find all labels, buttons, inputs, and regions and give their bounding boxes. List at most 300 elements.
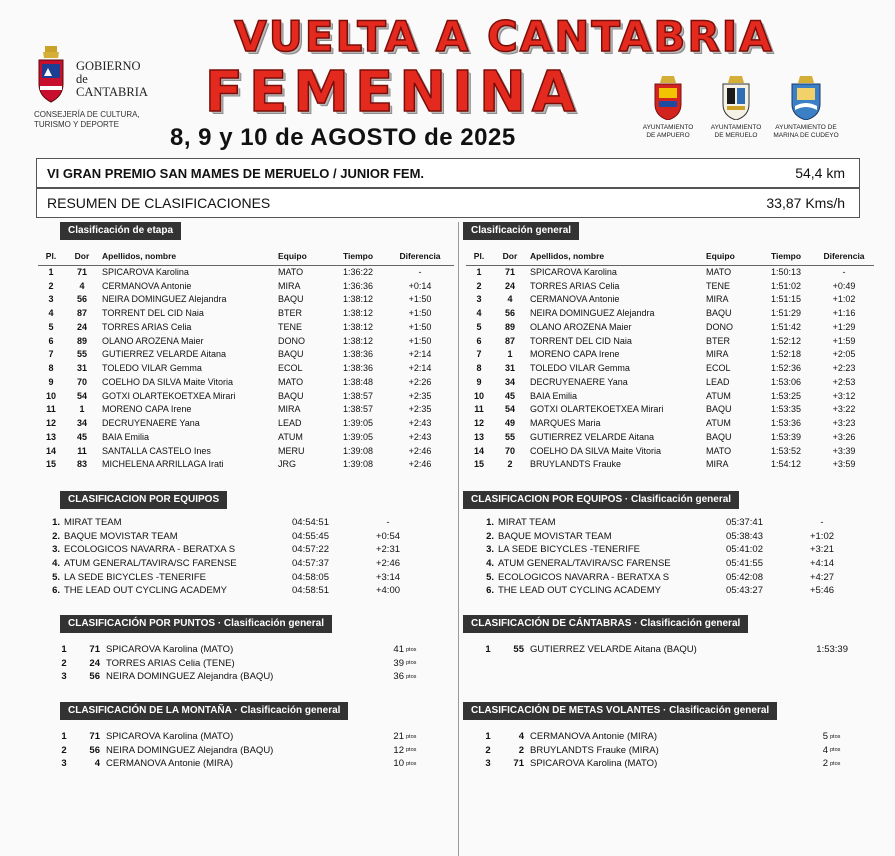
consejeria-name — [34, 110, 140, 130]
place: 1 — [476, 267, 482, 278]
gov-name-line: de — [76, 72, 88, 86]
time-gap: +2:05 — [832, 349, 856, 360]
time: 1:38:57 — [342, 404, 374, 415]
col-time-header: Tiempo — [330, 247, 386, 265]
col-pl-header: Pl. — [38, 247, 64, 265]
place: 2 — [476, 280, 482, 291]
place: 13 — [473, 431, 484, 442]
time-gap: +2:35 — [408, 390, 432, 401]
rider-name: MORENO CAPA Irene — [102, 404, 192, 415]
time: 1:51:42 — [770, 321, 802, 332]
team-code: ECOL — [706, 363, 731, 374]
gov-sub-line: TURISMO Y DEPORTE — [34, 120, 119, 129]
team-name: ATUM GENERAL/TAVIRA/SC FARENSE — [64, 558, 237, 570]
place: 2 — [61, 657, 67, 669]
table-row — [466, 334, 874, 348]
dorsal: 71 — [89, 731, 100, 743]
team-code: MIRA — [278, 280, 301, 291]
place: 3 — [61, 758, 67, 770]
time-gap: +1:50 — [408, 335, 432, 346]
team-name: BAQUE MOVISTAR TEAM — [498, 530, 612, 542]
time: 1:36:36 — [342, 280, 374, 291]
rider-name: OLANO AROZENA Maier — [530, 321, 632, 332]
dorsal: 4 — [518, 731, 524, 743]
table-row — [38, 293, 454, 307]
table-row — [38, 306, 454, 320]
team-gap: +4:27 — [809, 571, 835, 583]
table-row — [466, 348, 874, 362]
mountain-list — [50, 730, 416, 771]
table-row — [38, 444, 454, 458]
rider-name: DECRUYENAERE Yana — [102, 418, 200, 429]
cantabras-heading: CLASIFICACIÓN DE CÁNTABRAS · Clasificación general — [463, 615, 748, 633]
ayuntamiento-ampuero — [632, 76, 704, 140]
rider-name: MARQUES Maria — [530, 418, 601, 429]
dorsal: 2 — [507, 459, 513, 470]
dorsal: 2 — [518, 744, 524, 756]
points-unit: ptos — [406, 760, 417, 767]
place: 12 — [473, 418, 484, 429]
place: 7 — [48, 349, 54, 360]
time: 1:51:02 — [770, 280, 802, 291]
time: 1:52:18 — [770, 349, 802, 360]
team-place: 2. — [52, 530, 60, 542]
table-row — [466, 458, 874, 472]
list-item — [50, 730, 416, 744]
place: 2 — [61, 744, 67, 756]
team-row — [482, 530, 852, 544]
dorsal: 71 — [76, 267, 87, 278]
team-time: 04:54:51 — [292, 517, 329, 529]
place: 2 — [485, 744, 491, 756]
dorsal: 31 — [504, 363, 515, 374]
col-name-header: Apellidos, nombre — [100, 247, 276, 265]
table-header-row — [38, 247, 454, 265]
place: 11 — [46, 404, 56, 415]
meruelo-crest-icon — [720, 76, 752, 120]
table-row — [38, 458, 454, 472]
value: 21 — [393, 731, 404, 743]
team-name: ECOLOGICOS NAVARRA - BERATXA S — [498, 571, 670, 583]
time-gap: +3:23 — [832, 418, 856, 429]
time: 1:38:36 — [342, 363, 374, 374]
time: 1:38:12 — [342, 335, 374, 346]
team-code: ATUM — [706, 418, 731, 429]
table-row — [38, 279, 454, 293]
col-diff-header: Diferencia — [814, 247, 874, 265]
team-gap: +5:46 — [809, 585, 835, 597]
team-place: 2. — [486, 530, 494, 542]
summary-label: RESUMEN DE CLASIFICACIONES — [47, 195, 271, 211]
table-row — [466, 265, 874, 279]
table-row — [466, 320, 874, 334]
place: 10 — [473, 390, 484, 401]
marina-label-1: AYUNTAMIENTO DE — [775, 124, 837, 131]
stage-name: VI GRAN PREMIO SAN MAMES DE MERUELO / JUNIOR FEM. — [47, 165, 425, 181]
value: 2 — [822, 758, 828, 770]
team-gap: +3:21 — [809, 544, 835, 556]
time: 1:54:12 — [770, 459, 802, 470]
mountain-heading: CLASIFICACIÓN DE LA MONTAÑA · Clasificación general — [60, 702, 348, 720]
team-gap: +3:14 — [375, 571, 401, 583]
time: 1:39:08 — [342, 459, 374, 470]
list-item — [50, 643, 416, 657]
table-row — [38, 389, 454, 403]
place: 15 — [45, 459, 56, 470]
team-code: MIRA — [706, 349, 729, 360]
cantabras-list — [474, 643, 848, 657]
time-gap: +3:59 — [832, 459, 856, 470]
team-name: ECOLOGICOS NAVARRA - BERATXA S — [64, 544, 236, 556]
dorsal: 1 — [79, 404, 85, 415]
team-code: TENE — [278, 321, 303, 332]
time-gap: +1:29 — [832, 321, 856, 332]
dorsal: 11 — [77, 445, 87, 456]
time: 1:39:05 — [342, 418, 374, 429]
team-code: BAQU — [706, 431, 732, 442]
team-code: BTER — [278, 308, 303, 319]
ampuero-label-1: AYUNTAMIENTO — [642, 124, 694, 131]
rider-name: SPICAROVA Karolina (MATO) — [106, 644, 234, 656]
team-time: 04:58:05 — [292, 571, 329, 583]
teams-stage-heading: CLASIFICACION POR EQUIPOS — [60, 491, 227, 509]
team-gap: +0:54 — [375, 530, 401, 542]
place: 1 — [485, 731, 491, 743]
team-row — [48, 516, 418, 530]
time-gap: +2:26 — [408, 376, 432, 387]
list-item — [474, 757, 840, 771]
team-name: LA SEDE BICYCLES -TENERIFE — [498, 544, 641, 556]
rider-name: TORRENT DEL CID Naia — [530, 335, 632, 346]
rider-name: TORRENT DEL CID Naia — [102, 308, 204, 319]
value: 10 — [393, 758, 404, 770]
list-item — [50, 744, 416, 758]
marina-de-cudeyo-crest-icon — [790, 76, 822, 120]
table-row — [466, 389, 874, 403]
time-gap: +2:53 — [832, 376, 856, 387]
team-code: DONO — [706, 321, 733, 332]
team-place: 6. — [486, 585, 494, 597]
place: 1 — [61, 731, 67, 743]
rider-name: TORRES ARIAS Celia (TENE) — [106, 657, 235, 669]
team-code: BTER — [706, 335, 731, 346]
dorsal: 56 — [89, 671, 100, 683]
place: 13 — [45, 431, 56, 442]
points-unit: ptos — [830, 733, 841, 740]
dorsal: 4 — [507, 294, 513, 305]
dorsal: 56 — [504, 308, 515, 319]
rider-name: MORENO CAPA Irene — [530, 349, 620, 360]
time-gap: +2:46 — [408, 459, 432, 470]
table-row — [466, 293, 874, 307]
team-code: MATO — [706, 267, 732, 278]
rider-name: GUTIERREZ VELARDE Aitana — [530, 431, 655, 442]
rider-name: NEIRA DOMINGUEZ Alejandra — [102, 294, 227, 305]
place: 4 — [476, 308, 482, 319]
table-row — [38, 375, 454, 389]
team-gap: +2:31 — [375, 544, 401, 556]
team-gap: +4:00 — [375, 585, 401, 597]
col-team-header: Equipo — [276, 247, 330, 265]
team-code: JRG — [278, 459, 296, 470]
time-gap: +3:26 — [832, 431, 856, 442]
team-name: THE LEAD OUT CYCLING ACADEMY — [64, 585, 227, 597]
time-gap: +2:35 — [408, 404, 432, 415]
team-time: 05:41:02 — [726, 544, 763, 556]
dorsal: 87 — [504, 335, 515, 346]
value: 41 — [393, 644, 404, 656]
rider-name: GOTXI OLARTEKOETXEA Mirari — [102, 390, 236, 401]
place: 14 — [45, 445, 56, 456]
rider-name: CERMANOVA Antonie (MIRA) — [106, 758, 234, 770]
rider-name: SPICAROVA Karolina — [530, 267, 617, 278]
team-time: 05:43:27 — [726, 585, 763, 597]
dorsal: 70 — [76, 376, 87, 387]
team-name: ATUM GENERAL/TAVIRA/SC FARENSE — [498, 558, 671, 570]
average-speed: 33,87 Kms/h — [766, 195, 845, 211]
teams-stage-list — [48, 516, 418, 598]
gov-name-line: GOBIERNO — [76, 59, 141, 73]
time: 1:53:25 — [770, 390, 802, 401]
team-row — [48, 543, 418, 557]
place: 1 — [485, 644, 491, 656]
rider-name: COELHO DA SILVA Maite Vitoria — [102, 376, 234, 387]
time: 1:38:57 — [342, 390, 374, 401]
team-row — [482, 570, 852, 584]
dorsal: 24 — [504, 280, 515, 291]
dorsal: 45 — [76, 431, 87, 442]
time-gap: +2:46 — [408, 445, 432, 456]
team-place: 5. — [486, 571, 494, 583]
rider-name: NEIRA DOMINGUEZ Alejandra (BAQU) — [106, 671, 274, 683]
ayuntamiento-marina-de-cudeyo — [770, 76, 842, 140]
time: 1:39:08 — [342, 445, 374, 456]
rider-name: OLANO AROZENA Maier — [102, 335, 204, 346]
team-place: 6. — [52, 585, 60, 597]
time: 1:53:35 — [770, 404, 802, 415]
team-row — [48, 530, 418, 544]
time: 1:38:48 — [342, 376, 374, 387]
time-gap: +3:39 — [832, 445, 856, 456]
rider-name: SPICAROVA Karolina (MATO) — [530, 758, 658, 770]
team-time: 04:57:22 — [292, 544, 329, 556]
place: 1 — [61, 644, 67, 656]
time: 1:53:52 — [770, 445, 802, 456]
team-code: BAQU — [278, 349, 304, 360]
dorsal: 54 — [504, 404, 515, 415]
place: 8 — [476, 363, 482, 374]
dorsal: 34 — [504, 376, 515, 387]
team-code: MATO — [706, 445, 732, 456]
time: 1:52:12 — [770, 335, 802, 346]
place: 11 — [474, 404, 484, 415]
team-time: 05:41:55 — [726, 558, 763, 570]
time-gap: +3:22 — [832, 404, 856, 415]
points-unit: ptos — [406, 646, 417, 653]
stage-distance: 54,4 km — [795, 165, 845, 181]
col-diff-header: Diferencia — [386, 247, 454, 265]
table-row — [466, 375, 874, 389]
points-unit: ptos — [406, 733, 417, 740]
team-time: 04:55:45 — [292, 530, 329, 542]
points-unit: ptos — [830, 747, 841, 754]
meruelo-label-2: DE MERUELO — [714, 132, 758, 139]
col-time-header: Tiempo — [758, 247, 814, 265]
time: 1:53:36 — [770, 418, 802, 429]
dorsal: 49 — [504, 418, 515, 429]
gov-name-line: CANTABRIA — [76, 85, 148, 99]
team-code: MATO — [278, 376, 304, 387]
rider-name: MICHELENA ARRILLAGA Irati — [102, 459, 224, 470]
table-row — [466, 416, 874, 430]
team-name: MIRAT TEAM — [64, 517, 122, 529]
stage-classification-heading: Clasificación de etapa — [60, 222, 181, 240]
table-row — [38, 334, 454, 348]
rider-name: SPICAROVA Karolina (MATO) — [106, 731, 234, 743]
place: 5 — [48, 321, 54, 332]
dorsal: 89 — [76, 335, 87, 346]
time: 1:36:22 — [342, 267, 374, 278]
place: 3 — [476, 294, 482, 305]
ampuero-crest-icon — [652, 76, 684, 120]
dorsal: 56 — [76, 294, 87, 305]
list-item — [474, 730, 840, 744]
team-time: 05:38:43 — [726, 530, 763, 542]
time-gap: - — [418, 267, 422, 278]
general-classification-heading: Clasificación general — [463, 222, 579, 240]
cantabria-coat-of-arms-icon — [36, 46, 66, 104]
list-item — [474, 643, 848, 657]
ayuntamiento-meruelo — [700, 76, 772, 140]
team-name: BAQUE MOVISTAR TEAM — [64, 530, 178, 542]
event-title-line-2: FEMENINA — [204, 60, 582, 125]
sprints-list — [474, 730, 840, 771]
time-gap: - — [842, 267, 846, 278]
time-gap: +1:59 — [832, 335, 856, 346]
rider-name: CERMANOVA Antonie (MIRA) — [530, 731, 658, 743]
stage-info-bar — [36, 158, 860, 188]
dorsal: 55 — [76, 349, 87, 360]
teams-general-list — [482, 516, 852, 598]
table-row — [38, 416, 454, 430]
time: 1:38:12 — [342, 321, 374, 332]
dorsal: 24 — [89, 657, 100, 669]
time: 1:38:36 — [342, 349, 374, 360]
time-gap: +1:02 — [832, 294, 856, 305]
time: 1:52:36 — [770, 363, 802, 374]
team-name: MIRAT TEAM — [498, 517, 556, 529]
place: 7 — [476, 349, 482, 360]
time-gap: +1:50 — [408, 308, 432, 319]
points-list — [50, 643, 416, 684]
team-row — [482, 543, 852, 557]
rider-name: CERMANOVA Antonie — [102, 280, 192, 291]
place: 14 — [473, 445, 484, 456]
rider-name: BAIA Emilia — [530, 390, 578, 401]
value: 5 — [822, 731, 828, 743]
team-gap: +2:46 — [375, 558, 401, 570]
table-row — [466, 403, 874, 417]
team-time: 05:42:08 — [726, 571, 763, 583]
points-unit: ptos — [830, 760, 841, 767]
value: 39 — [393, 657, 404, 669]
rider-name: TORRES ARIAS Celia — [530, 280, 620, 291]
value: 1:53:39 — [816, 644, 848, 656]
col-team-header: Equipo — [704, 247, 758, 265]
team-row — [482, 516, 852, 530]
place: 5 — [476, 321, 482, 332]
dorsal: 55 — [504, 431, 515, 442]
team-gap: +4:14 — [809, 558, 835, 570]
time: 1:38:12 — [342, 294, 374, 305]
rider-name: SPICAROVA Karolina — [102, 267, 189, 278]
team-gap: - — [386, 517, 390, 529]
dorsal: 4 — [94, 758, 100, 770]
dorsal: 34 — [76, 418, 87, 429]
list-item — [50, 670, 416, 684]
rider-name: TORRES ARIAS Celia — [102, 321, 192, 332]
list-item — [50, 657, 416, 671]
rider-name: NEIRA DOMINGUEZ Alejandra (BAQU) — [106, 744, 274, 756]
time-gap: +2:14 — [408, 363, 432, 374]
team-code: MIRA — [706, 459, 729, 470]
summary-bar — [36, 188, 860, 218]
team-code: MATO — [278, 267, 304, 278]
team-code: LEAD — [278, 418, 302, 429]
value: 12 — [393, 744, 404, 756]
table-row — [466, 444, 874, 458]
team-name: THE LEAD OUT CYCLING ACADEMY — [498, 585, 661, 597]
time-gap: +2:43 — [408, 418, 432, 429]
table-row — [38, 361, 454, 375]
team-place: 3. — [486, 544, 494, 556]
marina-label-2: MARINA DE CUDEYO — [773, 132, 839, 139]
place: 6 — [48, 335, 54, 346]
place: 9 — [476, 376, 482, 387]
dorsal: 56 — [89, 744, 100, 756]
time: 1:50:13 — [770, 267, 802, 278]
dorsal: 87 — [76, 308, 87, 319]
team-place: 4. — [486, 558, 494, 570]
dorsal: 83 — [76, 459, 87, 470]
place: 9 — [48, 376, 54, 387]
team-code: MIRA — [706, 294, 729, 305]
rider-name: DECRUYENAERE Yana — [530, 376, 628, 387]
dorsal: 71 — [504, 267, 515, 278]
time-gap: +0:49 — [832, 280, 856, 291]
team-code: MIRA — [278, 404, 301, 415]
place: 4 — [48, 308, 54, 319]
place: 3 — [61, 671, 67, 683]
time: 1:53:06 — [770, 376, 802, 387]
team-code: DONO — [278, 335, 305, 346]
time-gap: +3:12 — [832, 390, 856, 401]
col-pl-header: Pl. — [466, 247, 492, 265]
rider-name: COELHO DA SILVA Maite Vitoria — [530, 445, 662, 456]
team-code: BAQU — [278, 390, 304, 401]
team-row — [48, 557, 418, 571]
points-unit: ptos — [406, 673, 417, 680]
team-row — [48, 584, 418, 598]
place: 15 — [473, 459, 484, 470]
place: 8 — [48, 363, 54, 374]
list-item — [474, 744, 840, 758]
rider-name: SANTALLA CASTELO Ines — [102, 445, 211, 456]
team-place: 5. — [52, 571, 60, 583]
dorsal: 1 — [507, 349, 513, 360]
stage-classification-table — [38, 247, 454, 471]
team-place: 1. — [52, 517, 60, 529]
